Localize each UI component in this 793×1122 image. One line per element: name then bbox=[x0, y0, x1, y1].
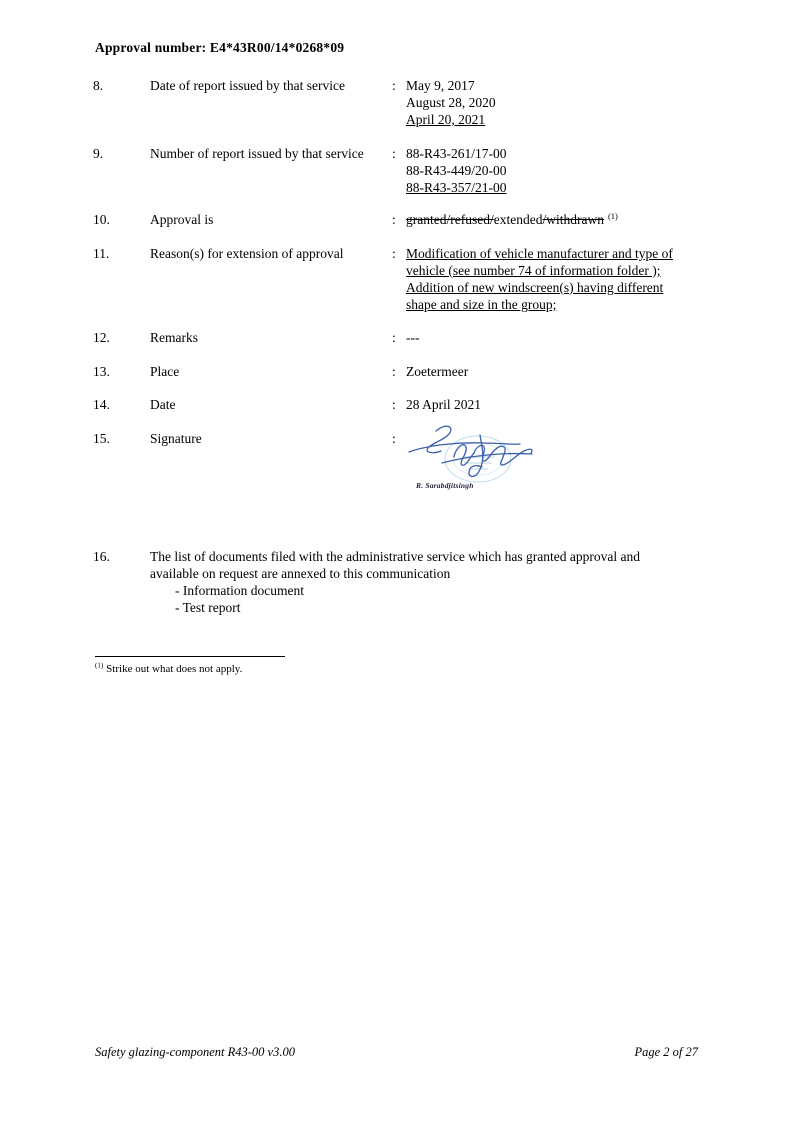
footer-document-id: Safety glazing-component R43-00 v3.00 bbox=[95, 1045, 295, 1059]
item-text bbox=[150, 548, 705, 616]
item-value-line: May 9, 2017 bbox=[406, 78, 475, 93]
item-value bbox=[406, 211, 705, 228]
item-value bbox=[406, 363, 705, 380]
item-value-line: August 28, 2020 bbox=[406, 95, 496, 110]
item-value-line: - Information document bbox=[175, 583, 304, 598]
footnote-reference: (1) bbox=[607, 210, 618, 221]
item-value-line: shape and size in the group; bbox=[406, 297, 557, 312]
item-row-15 bbox=[93, 430, 705, 494]
item-value-line: - Test report bbox=[175, 600, 241, 615]
item-colon: : bbox=[392, 364, 396, 379]
item-number: 11. bbox=[93, 246, 110, 261]
signatory-name: R. Sarabdjitsingh bbox=[416, 481, 474, 490]
item-number: 8. bbox=[93, 78, 104, 93]
item-number: 16. bbox=[93, 549, 110, 564]
item-colon: : bbox=[392, 431, 396, 446]
footnote bbox=[95, 662, 242, 676]
item-value bbox=[406, 77, 705, 128]
item-label: Date of report issued by that service bbox=[150, 78, 345, 93]
item-colon: : bbox=[392, 78, 396, 93]
item-number: 14. bbox=[93, 397, 110, 412]
item-value-line: 88-R43-261/17-00 bbox=[406, 146, 507, 161]
item-number: 9. bbox=[93, 146, 104, 161]
item-value-line: 88-R43-357/21-00 bbox=[406, 180, 507, 195]
item-value bbox=[406, 245, 705, 313]
item-value-line: available on request are annexed to this communication bbox=[150, 566, 451, 581]
text-segment: extended bbox=[493, 212, 543, 227]
item-value-line: April 20, 2021 bbox=[406, 112, 486, 127]
item-colon: : bbox=[392, 212, 396, 227]
footnote-marker: (1) bbox=[95, 661, 104, 670]
item-value-line: vehicle (see number 74 of information folder ); bbox=[406, 263, 661, 278]
item-value bbox=[406, 430, 705, 494]
item-value-line: 28 April 2021 bbox=[406, 397, 482, 412]
item-number: 12. bbox=[93, 330, 110, 345]
signature-image bbox=[406, 421, 546, 483]
approval-number-heading: Approval number: E4*43R00/14*0268*09 bbox=[95, 40, 345, 55]
item-row-14 bbox=[93, 396, 705, 413]
item-value bbox=[406, 329, 705, 346]
item-value-line: Zoetermeer bbox=[406, 364, 469, 379]
signature-block bbox=[406, 421, 705, 494]
item-colon: : bbox=[392, 330, 396, 345]
item-label: Signature bbox=[150, 431, 202, 446]
item-colon: : bbox=[392, 246, 396, 261]
item-number: 13. bbox=[93, 364, 110, 379]
item-row-16 bbox=[93, 548, 705, 616]
item-label: Reason(s) for extension of approval bbox=[150, 246, 344, 261]
item-label: Place bbox=[150, 364, 180, 379]
item-value-line: Modification of vehicle manufacturer and type of bbox=[406, 246, 673, 261]
struck-text: granted/refused/ bbox=[406, 212, 494, 227]
footnote-text: Strike out what does not apply. bbox=[106, 663, 243, 675]
item-value-line: --- bbox=[406, 330, 420, 345]
item-number: 15. bbox=[93, 431, 110, 446]
footnote-divider bbox=[95, 656, 285, 657]
item-row-13 bbox=[93, 363, 705, 380]
item-value-line: The list of documents filed with the administrative service which has granted approval and bbox=[150, 549, 640, 564]
item-row-9 bbox=[93, 145, 705, 196]
item-label: Approval is bbox=[150, 212, 214, 227]
item-label: Date bbox=[150, 397, 176, 412]
item-row-11 bbox=[93, 245, 705, 313]
item-row-12 bbox=[93, 329, 705, 346]
struck-text: /withdrawn bbox=[542, 212, 604, 227]
item-value bbox=[406, 396, 705, 413]
item-colon: : bbox=[392, 146, 396, 161]
item-row-8 bbox=[93, 77, 705, 128]
item-colon: : bbox=[392, 397, 396, 412]
item-value-line: 88-R43-449/20-00 bbox=[406, 163, 507, 178]
item-value bbox=[406, 145, 705, 196]
page-footer bbox=[95, 1044, 698, 1061]
item-value-line: Addition of new windscreen(s) having different bbox=[406, 280, 664, 295]
footer-page-number: Page 2 of 27 bbox=[634, 1045, 698, 1059]
item-row-10 bbox=[93, 211, 705, 228]
item-number: 10. bbox=[93, 212, 110, 227]
item-label: Number of report issued by that service bbox=[150, 146, 364, 161]
item-label: Remarks bbox=[150, 330, 198, 345]
item-value-line bbox=[406, 211, 705, 228]
signature-ink bbox=[409, 426, 532, 476]
